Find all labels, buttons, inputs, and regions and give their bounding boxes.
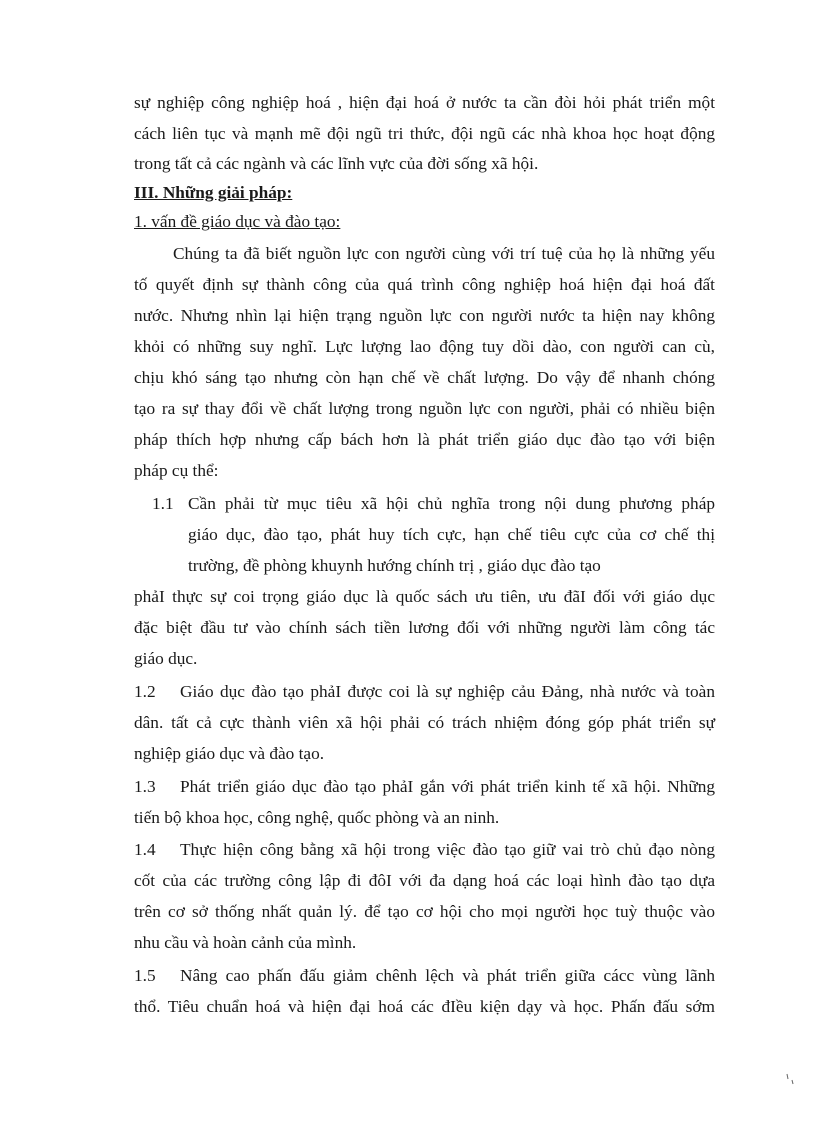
main-paragraph-line: pháp cụ thể: (134, 461, 219, 480)
item-1-1-continuation: phảI thực sự coi trọng giáo dục là quốc sách ưu tiên, ưu đãI đối với giáo dục (134, 587, 715, 606)
item-1-1-line: Cần phải từ mục tiêu xã hội chủ nghĩa trong nội dung phương pháp (188, 494, 715, 513)
item-1-3-line: Phát triển giáo dục đào tạo phảI gắn với phát triển kinh tế xã hội. Những (180, 777, 715, 796)
item-1-2-line: nghiệp giáo dục và đào tạo. (134, 744, 325, 763)
item-number: 1.2 (134, 682, 156, 701)
item-number: 1.5 (134, 966, 156, 985)
main-paragraph-line: tạo ra sự thay đổi về chất lượng trong nguồn lực con người, phải có nhiều biện (134, 399, 715, 418)
section-heading: III. Những giải pháp: (134, 183, 293, 202)
intro-line: cách liên tục và mạnh mẽ đội ngũ tri thức, đội ngũ các nhà khoa học hoạt động (134, 124, 715, 143)
intro-line: trong tất cả các ngành và các lĩnh vực của đời sống xã hội. (134, 154, 539, 173)
main-paragraph-line: chịu khó sáng tạo nhưng còn hạn chế về chất lượng. Do vậy để nhanh chóng (134, 368, 715, 387)
item-1-1-line: giáo dục, đào tạo, phát huy tích cực, hạn chế tiêu cực của cơ chế thị (188, 525, 715, 544)
item-1-2-line: dân. tất cả cực thành viên xã hội phải có trách nhiệm đóng góp phát triển sự (134, 713, 715, 732)
item-1-1-line: trường, đề phòng khuynh hướng chính trị , giáo dục đào tạo (188, 556, 601, 575)
item-1-1-continuation: giáo dục. (134, 649, 198, 668)
item-1-4-line: Thực hiện công bằng xã hội trong việc đào tạo giữ vai trò chủ đạo nòng (180, 840, 715, 859)
intro-line: sự nghiệp công nghiệp hoá , hiện đại hoá ở nước ta cần đòi hỏi phát triển một (134, 93, 715, 112)
item-number: 1.4 (134, 840, 156, 859)
item-1-2-line: Giáo dục đào tạo phảI được coi là sự nghiệp cảu Đảng, nhà nước và toàn (180, 682, 715, 701)
item-number: 1.3 (134, 777, 156, 796)
main-paragraph-line: Chúng ta đã biết nguồn lực con người cùng với trí tuệ của họ là những yếu (173, 244, 715, 263)
subsection-heading: 1. vấn đề giáo dục và đào tạo: (134, 212, 341, 231)
item-1-3-line: tiến bộ khoa học, công nghệ, quốc phòng và an ninh. (134, 808, 500, 827)
main-paragraph-line: khỏi có những suy nghĩ. Lực lượng lao động tuy dồi dào, con người can cù, (134, 337, 715, 356)
item-1-5-line: Nâng cao phấn đấu giảm chênh lệch và phát triển giữa cácc vùng lãnh (180, 966, 715, 985)
item-1-4-line: nhu cầu và hoàn cảnh của mình. (134, 933, 357, 952)
item-number: 1.1 (152, 494, 174, 513)
scan-speck-mark (785, 1072, 795, 1086)
main-paragraph-line: tố quyết định sự thành công của quá trình công nghiệp hoá hiện đại hoá đất (134, 275, 715, 294)
item-1-4-line: cốt của các trường công lập đi đôI với đa dạng hoá các loại hình đào tạo dựa (134, 871, 715, 890)
main-paragraph-line: pháp thích hợp nhưng cấp bách hơn là phát triển giáo dục đào tạo với biện (134, 430, 715, 449)
item-1-1-continuation: đặc biệt đầu tư vào chính sách tiền lương đối với những người làm công tác (134, 618, 715, 637)
main-paragraph-line: nước. Nhưng nhìn lại hiện trạng nguồn lực con người nước ta hiện nay không (134, 306, 715, 325)
item-1-5-line: thổ. Tiêu chuẩn hoá và hiện đại hoá các đIều kiện dạy và học. Phấn đấu sớm (134, 997, 715, 1016)
item-1-4-line: trên cơ sở thống nhất quản lý. để tạo cơ hội cho mọi người học tuỳ thuộc vào (134, 902, 715, 921)
